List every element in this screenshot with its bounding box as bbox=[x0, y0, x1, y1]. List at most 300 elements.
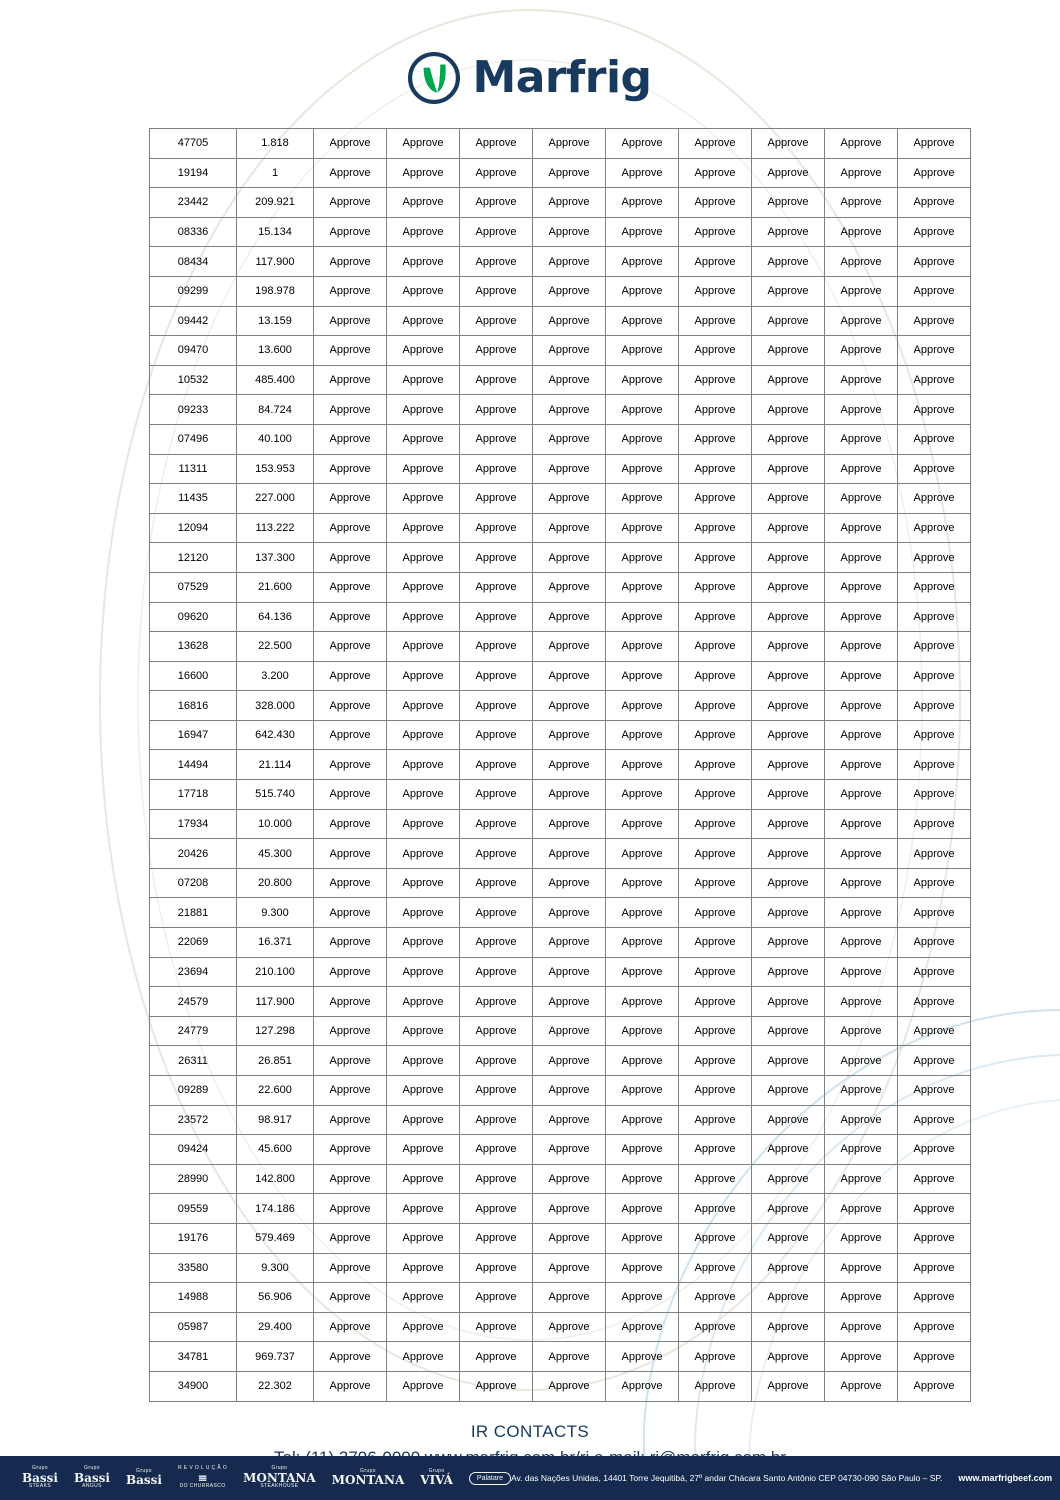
cell-status: Approve bbox=[387, 129, 460, 159]
cell-status: Approve bbox=[898, 868, 971, 898]
cell-status: Approve bbox=[825, 247, 898, 277]
cell-status: Approve bbox=[825, 365, 898, 395]
cell-status: Approve bbox=[533, 1194, 606, 1224]
cell-status: Approve bbox=[533, 928, 606, 958]
cell-status: Approve bbox=[679, 1135, 752, 1165]
cell-status: Approve bbox=[314, 188, 387, 218]
cell-status: Approve bbox=[533, 247, 606, 277]
cell-status: Approve bbox=[533, 336, 606, 366]
cell-status: Approve bbox=[533, 572, 606, 602]
cell-status: Approve bbox=[533, 129, 606, 159]
cell-status: Approve bbox=[898, 1135, 971, 1165]
table-row bbox=[150, 780, 971, 810]
cell-id: 09470 bbox=[150, 336, 237, 366]
cell-value: 40.100 bbox=[237, 424, 314, 454]
cell-id: 05987 bbox=[150, 1312, 237, 1342]
cell-status: Approve bbox=[387, 1164, 460, 1194]
cell-status: Approve bbox=[314, 1194, 387, 1224]
cell-value: 45.600 bbox=[237, 1135, 314, 1165]
table-row bbox=[150, 395, 971, 425]
cell-status: Approve bbox=[387, 868, 460, 898]
cell-id: 20426 bbox=[150, 839, 237, 869]
cell-value: 20.800 bbox=[237, 868, 314, 898]
cell-status: Approve bbox=[679, 454, 752, 484]
cell-status: Approve bbox=[533, 957, 606, 987]
cell-status: Approve bbox=[679, 1223, 752, 1253]
cell-status: Approve bbox=[752, 898, 825, 928]
cell-status: Approve bbox=[679, 1046, 752, 1076]
table-row bbox=[150, 188, 971, 218]
cell-status: Approve bbox=[825, 395, 898, 425]
cell-status: Approve bbox=[606, 1016, 679, 1046]
cell-status: Approve bbox=[533, 691, 606, 721]
cell-status: Approve bbox=[679, 424, 752, 454]
cell-status: Approve bbox=[387, 691, 460, 721]
cell-status: Approve bbox=[314, 661, 387, 691]
cell-status: Approve bbox=[387, 661, 460, 691]
cell-status: Approve bbox=[533, 454, 606, 484]
cell-status: Approve bbox=[460, 572, 533, 602]
table-row bbox=[150, 1371, 971, 1401]
cell-status: Approve bbox=[460, 454, 533, 484]
cell-status: Approve bbox=[752, 839, 825, 869]
cell-status: Approve bbox=[460, 129, 533, 159]
cell-status: Approve bbox=[679, 839, 752, 869]
cell-status: Approve bbox=[314, 957, 387, 987]
cell-status: Approve bbox=[752, 987, 825, 1017]
cell-status: Approve bbox=[314, 1371, 387, 1401]
cell-status: Approve bbox=[533, 632, 606, 662]
cell-status: Approve bbox=[314, 691, 387, 721]
table-row bbox=[150, 306, 971, 336]
cell-status: Approve bbox=[679, 1283, 752, 1313]
cell-status: Approve bbox=[752, 336, 825, 366]
cell-status: Approve bbox=[825, 928, 898, 958]
cell-status: Approve bbox=[314, 809, 387, 839]
cell-status: Approve bbox=[898, 720, 971, 750]
cell-status: Approve bbox=[898, 691, 971, 721]
cell-status: Approve bbox=[314, 602, 387, 632]
cell-status: Approve bbox=[314, 365, 387, 395]
cell-status: Approve bbox=[460, 780, 533, 810]
cell-status: Approve bbox=[314, 424, 387, 454]
cell-id: 28990 bbox=[150, 1164, 237, 1194]
cell-value: 21.600 bbox=[237, 572, 314, 602]
cell-status: Approve bbox=[825, 1253, 898, 1283]
cell-status: Approve bbox=[460, 661, 533, 691]
cell-status: Approve bbox=[314, 1076, 387, 1106]
cell-status: Approve bbox=[752, 395, 825, 425]
cell-status: Approve bbox=[460, 987, 533, 1017]
cell-status: Approve bbox=[387, 750, 460, 780]
cell-value: 198.978 bbox=[237, 276, 314, 306]
cell-value: 56.906 bbox=[237, 1283, 314, 1313]
cell-status: Approve bbox=[752, 780, 825, 810]
cell-id: 11435 bbox=[150, 484, 237, 514]
approvals-table-wrapper bbox=[149, 128, 955, 1402]
table-row bbox=[150, 957, 971, 987]
cell-status: Approve bbox=[679, 661, 752, 691]
cell-status: Approve bbox=[825, 188, 898, 218]
table-row bbox=[150, 276, 971, 306]
cell-status: Approve bbox=[387, 454, 460, 484]
cell-value: 117.900 bbox=[237, 987, 314, 1017]
cell-status: Approve bbox=[387, 957, 460, 987]
cell-status: Approve bbox=[679, 691, 752, 721]
cell-status: Approve bbox=[314, 1016, 387, 1046]
cell-status: Approve bbox=[460, 957, 533, 987]
cell-status: Approve bbox=[825, 1046, 898, 1076]
cell-status: Approve bbox=[752, 632, 825, 662]
cell-status: Approve bbox=[314, 720, 387, 750]
cell-status: Approve bbox=[606, 1223, 679, 1253]
cell-status: Approve bbox=[825, 1105, 898, 1135]
cell-id: 34900 bbox=[150, 1371, 237, 1401]
cell-value: 13.159 bbox=[237, 306, 314, 336]
cell-status: Approve bbox=[898, 484, 971, 514]
cell-status: Approve bbox=[898, 217, 971, 247]
cell-status: Approve bbox=[314, 306, 387, 336]
cell-status: Approve bbox=[825, 602, 898, 632]
cell-status: Approve bbox=[898, 1283, 971, 1313]
cell-status: Approve bbox=[679, 217, 752, 247]
cell-status: Approve bbox=[898, 839, 971, 869]
cell-value: 579.469 bbox=[237, 1223, 314, 1253]
cell-status: Approve bbox=[387, 306, 460, 336]
table-row bbox=[150, 1135, 971, 1165]
cell-id: 16600 bbox=[150, 661, 237, 691]
cell-status: Approve bbox=[314, 395, 387, 425]
cell-status: Approve bbox=[460, 1016, 533, 1046]
cell-status: Approve bbox=[898, 928, 971, 958]
cell-status: Approve bbox=[898, 395, 971, 425]
table-row bbox=[150, 691, 971, 721]
cell-status: Approve bbox=[314, 543, 387, 573]
cell-status: Approve bbox=[387, 987, 460, 1017]
table-row bbox=[150, 1105, 971, 1135]
cell-id: 22069 bbox=[150, 928, 237, 958]
cell-status: Approve bbox=[460, 336, 533, 366]
cell-status: Approve bbox=[752, 454, 825, 484]
cell-status: Approve bbox=[606, 750, 679, 780]
cell-status: Approve bbox=[752, 750, 825, 780]
cell-status: Approve bbox=[387, 839, 460, 869]
table-row bbox=[150, 928, 971, 958]
cell-status: Approve bbox=[533, 543, 606, 573]
footer-brand-6: Grupo MONTANA bbox=[331, 1468, 405, 1488]
cell-status: Approve bbox=[752, 720, 825, 750]
cell-status: Approve bbox=[606, 217, 679, 247]
cell-status: Approve bbox=[314, 158, 387, 188]
cell-status: Approve bbox=[460, 1371, 533, 1401]
cell-status: Approve bbox=[606, 720, 679, 750]
cell-status: Approve bbox=[460, 1253, 533, 1283]
cell-status: Approve bbox=[679, 957, 752, 987]
cell-status: Approve bbox=[606, 276, 679, 306]
table-row bbox=[150, 424, 971, 454]
cell-value: 113.222 bbox=[237, 513, 314, 543]
cell-status: Approve bbox=[606, 632, 679, 662]
cell-status: Approve bbox=[314, 1135, 387, 1165]
cell-status: Approve bbox=[752, 1135, 825, 1165]
cell-value: 21.114 bbox=[237, 750, 314, 780]
cell-status: Approve bbox=[606, 1371, 679, 1401]
cell-status: Approve bbox=[387, 336, 460, 366]
cell-status: Approve bbox=[387, 1016, 460, 1046]
cell-id: 07529 bbox=[150, 572, 237, 602]
cell-status: Approve bbox=[898, 632, 971, 662]
cell-status: Approve bbox=[606, 336, 679, 366]
cell-status: Approve bbox=[606, 987, 679, 1017]
cell-status: Approve bbox=[387, 1076, 460, 1106]
cell-status: Approve bbox=[752, 1194, 825, 1224]
cell-status: Approve bbox=[898, 1371, 971, 1401]
cell-status: Approve bbox=[387, 188, 460, 218]
logo-wordmark: Marfrig bbox=[472, 52, 652, 103]
table-row bbox=[150, 868, 971, 898]
footer-brand-logos bbox=[0, 1466, 511, 1489]
cell-status: Approve bbox=[387, 543, 460, 573]
table-row bbox=[150, 1076, 971, 1106]
cell-status: Approve bbox=[460, 1342, 533, 1372]
cell-status: Approve bbox=[460, 1135, 533, 1165]
cell-status: Approve bbox=[898, 543, 971, 573]
cell-status: Approve bbox=[825, 1076, 898, 1106]
cell-id: 13628 bbox=[150, 632, 237, 662]
cell-value: 16.371 bbox=[237, 928, 314, 958]
cell-status: Approve bbox=[314, 750, 387, 780]
cell-status: Approve bbox=[679, 336, 752, 366]
cell-status: Approve bbox=[460, 691, 533, 721]
cell-status: Approve bbox=[825, 543, 898, 573]
cell-status: Approve bbox=[825, 780, 898, 810]
cell-status: Approve bbox=[533, 809, 606, 839]
cell-status: Approve bbox=[387, 1253, 460, 1283]
cell-status: Approve bbox=[314, 987, 387, 1017]
cell-status: Approve bbox=[898, 424, 971, 454]
cell-status: Approve bbox=[679, 868, 752, 898]
cell-status: Approve bbox=[460, 158, 533, 188]
cell-value: 22.500 bbox=[237, 632, 314, 662]
cell-status: Approve bbox=[679, 1253, 752, 1283]
cell-status: Approve bbox=[387, 928, 460, 958]
cell-status: Approve bbox=[752, 424, 825, 454]
cell-id: 09289 bbox=[150, 1076, 237, 1106]
cell-status: Approve bbox=[825, 868, 898, 898]
cell-id: 23442 bbox=[150, 188, 237, 218]
cell-status: Approve bbox=[898, 1223, 971, 1253]
cell-value: 153.953 bbox=[237, 454, 314, 484]
cell-value: 3.200 bbox=[237, 661, 314, 691]
cell-id: 11311 bbox=[150, 454, 237, 484]
cell-status: Approve bbox=[825, 1342, 898, 1372]
cell-status: Approve bbox=[533, 188, 606, 218]
cell-status: Approve bbox=[533, 276, 606, 306]
cell-value: 98.917 bbox=[237, 1105, 314, 1135]
cell-status: Approve bbox=[387, 1046, 460, 1076]
cell-status: Approve bbox=[533, 1164, 606, 1194]
cell-id: 07208 bbox=[150, 868, 237, 898]
cell-status: Approve bbox=[387, 395, 460, 425]
approvals-table bbox=[149, 128, 971, 1402]
table-row bbox=[150, 661, 971, 691]
cell-id: 09299 bbox=[150, 276, 237, 306]
cell-value: 9.300 bbox=[237, 1253, 314, 1283]
cell-status: Approve bbox=[387, 1105, 460, 1135]
cell-value: 64.136 bbox=[237, 602, 314, 632]
footer-brand-3: Grupo Bassi bbox=[126, 1468, 162, 1488]
cell-status: Approve bbox=[606, 306, 679, 336]
cell-status: Approve bbox=[679, 987, 752, 1017]
cell-id: 09233 bbox=[150, 395, 237, 425]
cell-status: Approve bbox=[898, 809, 971, 839]
cell-status: Approve bbox=[314, 1164, 387, 1194]
cell-status: Approve bbox=[898, 188, 971, 218]
table-row bbox=[150, 839, 971, 869]
cell-status: Approve bbox=[533, 987, 606, 1017]
cell-status: Approve bbox=[314, 1105, 387, 1135]
cell-status: Approve bbox=[752, 1342, 825, 1372]
cell-status: Approve bbox=[533, 365, 606, 395]
cell-status: Approve bbox=[460, 306, 533, 336]
cell-status: Approve bbox=[898, 1312, 971, 1342]
cell-status: Approve bbox=[752, 188, 825, 218]
table-row bbox=[150, 1164, 971, 1194]
cell-status: Approve bbox=[314, 484, 387, 514]
table-row bbox=[150, 898, 971, 928]
cell-id: 26311 bbox=[150, 1046, 237, 1076]
cell-status: Approve bbox=[387, 276, 460, 306]
cell-status: Approve bbox=[825, 217, 898, 247]
cell-status: Approve bbox=[460, 928, 533, 958]
cell-status: Approve bbox=[533, 158, 606, 188]
cell-status: Approve bbox=[752, 1076, 825, 1106]
cell-status: Approve bbox=[752, 247, 825, 277]
cell-status: Approve bbox=[606, 365, 679, 395]
cell-status: Approve bbox=[679, 365, 752, 395]
cell-id: 33580 bbox=[150, 1253, 237, 1283]
cell-status: Approve bbox=[533, 1371, 606, 1401]
cell-status: Approve bbox=[825, 898, 898, 928]
cell-status: Approve bbox=[533, 839, 606, 869]
cell-status: Approve bbox=[898, 602, 971, 632]
cell-status: Approve bbox=[460, 395, 533, 425]
cell-status: Approve bbox=[533, 1283, 606, 1313]
document-header bbox=[0, 0, 1060, 104]
cell-id: 10532 bbox=[150, 365, 237, 395]
cell-status: Approve bbox=[387, 158, 460, 188]
cell-status: Approve bbox=[825, 454, 898, 484]
cell-status: Approve bbox=[752, 691, 825, 721]
cell-value: 22.302 bbox=[237, 1371, 314, 1401]
table-row bbox=[150, 454, 971, 484]
cell-value: 210.100 bbox=[237, 957, 314, 987]
cell-status: Approve bbox=[387, 898, 460, 928]
cell-status: Approve bbox=[314, 632, 387, 662]
cell-status: Approve bbox=[825, 632, 898, 662]
cell-status: Approve bbox=[752, 957, 825, 987]
cell-status: Approve bbox=[825, 1371, 898, 1401]
cell-status: Approve bbox=[460, 868, 533, 898]
cell-status: Approve bbox=[460, 1046, 533, 1076]
cell-status: Approve bbox=[752, 1253, 825, 1283]
cell-status: Approve bbox=[387, 365, 460, 395]
cell-status: Approve bbox=[898, 247, 971, 277]
cell-status: Approve bbox=[898, 276, 971, 306]
table-row bbox=[150, 602, 971, 632]
footer-brand-2: Grupo Bassi ANGUS bbox=[74, 1465, 110, 1490]
cell-status: Approve bbox=[460, 1194, 533, 1224]
cell-status: Approve bbox=[606, 1342, 679, 1372]
cell-status: Approve bbox=[898, 661, 971, 691]
cell-status: Approve bbox=[533, 395, 606, 425]
cell-status: Approve bbox=[898, 1016, 971, 1046]
cell-status: Approve bbox=[606, 868, 679, 898]
cell-status: Approve bbox=[606, 957, 679, 987]
cell-status: Approve bbox=[606, 602, 679, 632]
cell-status: Approve bbox=[387, 217, 460, 247]
cell-status: Approve bbox=[679, 1312, 752, 1342]
cell-status: Approve bbox=[825, 336, 898, 366]
cell-status: Approve bbox=[825, 750, 898, 780]
cell-status: Approve bbox=[533, 306, 606, 336]
cell-status: Approve bbox=[460, 1105, 533, 1135]
cell-id: 14494 bbox=[150, 750, 237, 780]
cell-id: 24779 bbox=[150, 1016, 237, 1046]
cell-status: Approve bbox=[314, 276, 387, 306]
cell-status: Approve bbox=[825, 1283, 898, 1313]
cell-value: 26.851 bbox=[237, 1046, 314, 1076]
cell-id: 09559 bbox=[150, 1194, 237, 1224]
cell-status: Approve bbox=[752, 572, 825, 602]
cell-status: Approve bbox=[752, 543, 825, 573]
cell-status: Approve bbox=[679, 395, 752, 425]
table-row bbox=[150, 247, 971, 277]
cell-status: Approve bbox=[679, 1342, 752, 1372]
cell-status: Approve bbox=[460, 1283, 533, 1313]
cell-status: Approve bbox=[825, 987, 898, 1017]
cell-status: Approve bbox=[606, 1312, 679, 1342]
cell-status: Approve bbox=[679, 720, 752, 750]
cell-status: Approve bbox=[825, 1194, 898, 1224]
cell-status: Approve bbox=[387, 602, 460, 632]
cell-status: Approve bbox=[387, 1135, 460, 1165]
cell-status: Approve bbox=[533, 1223, 606, 1253]
cell-status: Approve bbox=[679, 513, 752, 543]
table-row bbox=[150, 632, 971, 662]
cell-status: Approve bbox=[679, 750, 752, 780]
cell-status: Approve bbox=[679, 928, 752, 958]
cell-status: Approve bbox=[387, 632, 460, 662]
table-row bbox=[150, 1194, 971, 1224]
cell-id: 09424 bbox=[150, 1135, 237, 1165]
cell-status: Approve bbox=[460, 365, 533, 395]
cell-status: Approve bbox=[825, 720, 898, 750]
cell-status: Approve bbox=[679, 1016, 752, 1046]
table-row bbox=[150, 1046, 971, 1076]
cell-status: Approve bbox=[460, 839, 533, 869]
cell-status: Approve bbox=[314, 839, 387, 869]
cell-status: Approve bbox=[387, 513, 460, 543]
cell-status: Approve bbox=[898, 513, 971, 543]
cell-status: Approve bbox=[606, 129, 679, 159]
cell-status: Approve bbox=[533, 898, 606, 928]
cell-status: Approve bbox=[898, 780, 971, 810]
cell-status: Approve bbox=[825, 809, 898, 839]
cell-status: Approve bbox=[606, 1283, 679, 1313]
cell-status: Approve bbox=[679, 1194, 752, 1224]
cell-status: Approve bbox=[387, 1371, 460, 1401]
